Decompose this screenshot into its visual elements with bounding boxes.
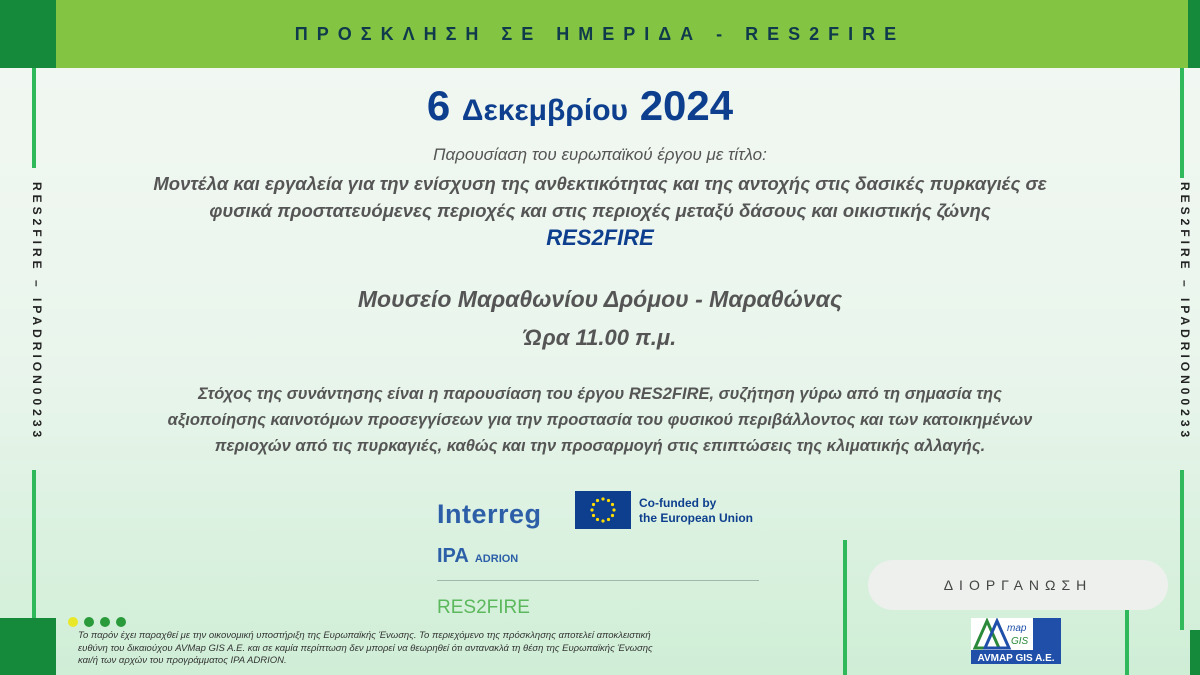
event-subtitle: Παρουσίαση του ευρωπαϊκού έργου με τίτλο: xyxy=(433,145,767,164)
side-label-right: RES2FIRE – IPADRION00233 xyxy=(1178,182,1192,442)
cofunded-line: the European Union xyxy=(639,511,753,525)
avmap-map-text: map xyxy=(1007,623,1027,634)
cofunded-line: Co-funded by xyxy=(639,496,717,510)
dot-green xyxy=(100,617,110,627)
disclaimer-line: Το παρόν έχει παραχθεί με την οικονομική υποστήριξη της Ευρωπαϊκής Ένωσης. Το περιεχόμενο της πρόσκλησης αποτελεί αποκλειστική xyxy=(78,630,651,641)
goal-line: αξιοποίησης καινοτόμων προσεγγίσεων για την προστασία του φυσικού περιβάλλοντος και των κατοικημένων xyxy=(167,411,1033,429)
date-day: 6 xyxy=(426,82,451,129)
eu-stars-icon xyxy=(575,491,631,529)
disclaimer-line: ευθύνη του δικαιούχου AVMap GIS A.E. και σε καμία περίπτωση δεν μπορεί να θεωρηθεί ότι αντανακλά τη θέση της Ευρωπαϊκής Ένωσης xyxy=(78,642,653,654)
left-line-top xyxy=(32,68,36,168)
bottom-left-accent xyxy=(0,618,56,675)
project-title xyxy=(110,170,1090,224)
dot-yellow xyxy=(68,617,78,627)
project-title-line: Μοντέλα και εργαλεία για την ενίσχυση της ανθεκτικότητας και της αντοχής στις δασικές πυρκαγιές σε xyxy=(153,173,1047,194)
disclaimer-line: και/ή των αρχών του προγράμματος IPA ADRION. xyxy=(78,655,287,666)
divider-line-left xyxy=(843,540,847,675)
ipa-adrion-logo xyxy=(437,545,518,568)
avmap-gis-text: GIS xyxy=(1011,636,1029,647)
dot-green xyxy=(116,617,126,627)
avmap-company-text: AVMAP GIS A.E. xyxy=(977,653,1055,664)
page-title: ΠΡΟΣΚΛΗΣΗ ΣΕ ΗΜΕΡΙΔΑ - RES2FIRE xyxy=(294,24,906,44)
date-month: Δεκεμβρίου xyxy=(461,94,629,127)
logo-divider xyxy=(437,580,759,581)
disclaimer xyxy=(78,630,798,668)
date-year: 2024 xyxy=(639,82,734,129)
ipa-text: IPA xyxy=(437,545,469,567)
event-date xyxy=(270,82,890,130)
dot-green xyxy=(84,617,94,627)
project-title-line: φυσικά προστατευόμενες περιοχές και στις περιοχές μεταξύ δάσους και οικιστικής ζώνης xyxy=(209,200,991,221)
adrion-text: ADRION xyxy=(474,553,519,565)
event-venue: Μουσείο Μαραθωνίου Δρόμου - Μαραθώνας xyxy=(357,286,843,312)
left-line-bottom xyxy=(32,470,36,618)
side-label-left: RES2FIRE – IPADRION00233 xyxy=(30,182,44,442)
goal-line: Στόχος της συνάντησης είναι η παρουσίαση του έργου RES2FIRE, συζήτηση γύρω από τη σημασία της xyxy=(198,385,1002,403)
event-goal xyxy=(70,381,1130,459)
project-acronym: RES2FIRE xyxy=(546,225,654,250)
res2fire-logo: RES2FIRE xyxy=(437,597,530,618)
goal-line: περιοχών από τις πυρκαγιές, καθώς και την προσαρμογή στις επιπτώσεις της κλιματικής αλλαγής. xyxy=(214,437,986,455)
eu-flag-icon xyxy=(575,491,631,529)
avmap-logo-icon xyxy=(971,618,1061,664)
event-time: Ώρα 11.00 π.μ. xyxy=(523,325,677,350)
right-line-bottom xyxy=(1180,470,1184,630)
interreg-logo: Interreg xyxy=(437,499,542,529)
bottom-right-accent xyxy=(1190,630,1200,675)
right-line-top xyxy=(1180,68,1184,178)
organizer-label: ΔΙΟΡΓΑΝΩΣΗ xyxy=(868,560,1168,610)
avmap-logo xyxy=(971,618,1061,664)
cofunded-text xyxy=(639,496,753,526)
